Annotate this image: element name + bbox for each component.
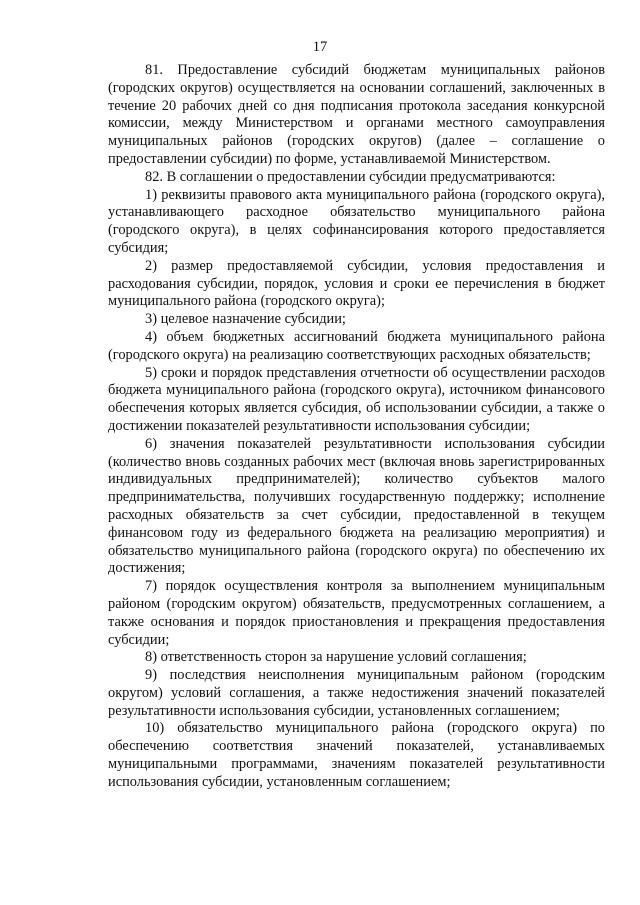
list-item-5: 5) сроки и порядок представления отчетности об осуществлении расходов бюджета муниципального района (городского округа), источником финансового обеспечения которых является субсидия, об использовании субсидии, а также о достижении показателей результативности использования субсидии; (108, 364, 605, 434)
list-item-2: 2) размер предоставляемой субсидии, условия предоставления и расходования субсидии, порядок, условия и сроки ее перечисления в бюджет муниципального района (городского округа); (108, 257, 605, 310)
list-item-10: 10) обязательство муниципального района (городского округа) по обеспечению соответствия значений показателей, устанавливаемых муниципальными программами, значениям показателей результативности использования субсидии, установленным соглашением; (108, 720, 605, 790)
list-item-1: 1) реквизиты правового акта муниципального района (городского округа), устанавливающего расходное обязательство муниципального района (городского округа), в целях софинансирования которого предоставляется субсидия; (108, 186, 605, 256)
list-item-4: 4) объем бюджетных ассигнований бюджета муниципального района (городского округа) на реализацию соответствующих расходных обязательств; (108, 328, 605, 363)
paragraph-82: 82. В соглашении о предоставлении субсидии предусматриваются: (145, 168, 556, 185)
list-item-6: 6) значения показателей результативности использования субсидии (количество вновь созданных рабочих мест (включая вновь зарегистрированных индивидуальных предпринимателей); количество субъектов малого предпринимательства, получивших государственную поддержку; исполнение расходных обязательств за счет субсидии, предоставленной в текущем финансовом году из федерального бюджета на реализацию мероприятия) и обязательство муниципального района (городского округа) по обеспечению их достижения; (108, 435, 605, 577)
page-number: 17 (312, 39, 328, 55)
document-body (108, 62, 605, 792)
list-item-8: 8) ответственность сторон за нарушение условий соглашения; (145, 649, 527, 666)
paragraph-81: 81. Предоставление субсидий бюджетам муниципальных районов (городских округов) осуществляется на основании соглашений, заключенных в течение 20 рабочих дней со дня подписания протокола заседания конкурсной комиссии, между Министерством и органами местного самоуправления муниципальных районов (городских округов) (далее – соглашение о предоставлении субсидии) по форме, устанавливаемой Министерством. (108, 62, 605, 167)
list-item-3: 3) целевое назначение субсидии; (145, 311, 346, 328)
list-item-7: 7) порядок осуществления контроля за выполнением муниципальным районом (городским округом) обязательств, предусмотренных соглашением, а также основания и порядок приостановления и прекращения предоставления субсидии; (108, 578, 605, 648)
list-item-9: 9) последствия неисполнения муниципальным районом (городским округом) условий соглашения, а также недостижения значений показателей результативности использования субсидии, установленных соглашением; (108, 667, 605, 719)
